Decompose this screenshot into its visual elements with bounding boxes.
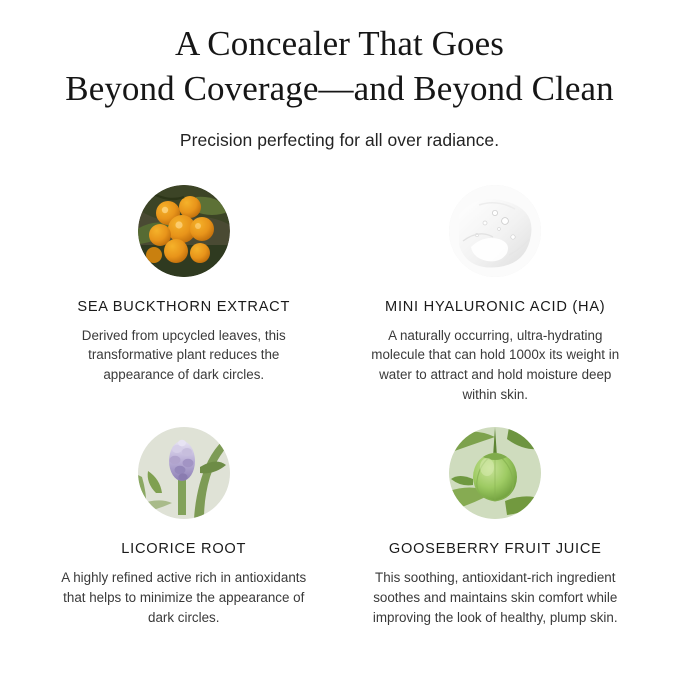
hyaluronic-acid-gel-swatch-photo [449, 185, 541, 277]
ingredient-title: GOOSEBERRY FRUIT JUICE [388, 540, 602, 557]
ingredient-card [28, 427, 340, 627]
ingredient-title: SEA BUCKTHORN EXTRACT [77, 298, 291, 315]
page-subtitle: Precision perfecting for all over radiance. [179, 129, 500, 150]
page-title [35, 22, 645, 112]
sea-buckthorn-berries-photo [138, 185, 230, 277]
ingredient-title: MINI HYALURONIC ACID (HA) [385, 298, 606, 315]
ingredient-card [340, 185, 652, 405]
ingredient-card [340, 427, 652, 627]
page-title-line-1: A Concealer That Goes [175, 24, 504, 63]
page-title-line-2: Beyond Coverage—and Beyond Clean [65, 68, 614, 108]
ingredient-description: A naturally occurring, ultra-hydrating molecule that can hold 1000x its weight in water to attract and hold moisture deep within skin. [371, 327, 620, 403]
ingredient-title: LICORICE ROOT [121, 540, 247, 557]
ingredient-description: Derived from upcycled leaves, this transformative plant reduces the appearance of dark circles. [81, 327, 286, 383]
licorice-root-flower-photo [138, 427, 230, 519]
ingredient-description: This soothing, antioxidant-rich ingredient soothes and maintains skin comfort while improving the look of healthy, plump skin. [372, 569, 618, 625]
ingredient-description: A highly refined active rich in antioxidants that helps to minimize the appearance of dark circles. [61, 569, 307, 625]
gooseberry-fruit-photo [449, 427, 541, 519]
ingredients-grid [28, 185, 651, 628]
ingredient-card [28, 185, 340, 405]
